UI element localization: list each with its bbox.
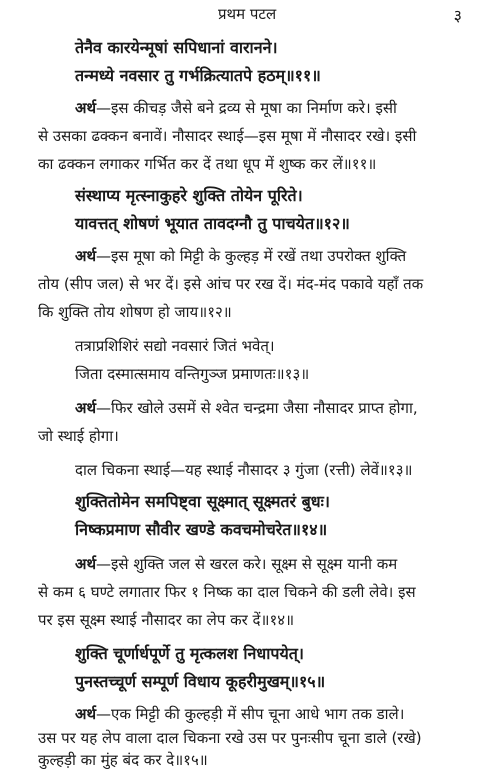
page-header [0,4,500,28]
running-title: प्रथम पटल [218,5,277,23]
verse-line: संस्थाप्य मृत्स्नाकुहरे शुक्ति तोयेन पूरिते। [75,186,303,205]
meaning-label: अर्थ [75,247,97,265]
meaning-line: अर्थ—इस कीचड़ जैसे बने द्रव्य से मूषा का निर्माण करे। इसी [75,99,397,117]
prose-line: कि शुक्ति तोय शोषण हो जाय॥१२॥ [38,303,232,321]
prose-line: उस पर यह लेप वाला दाल चिकना रखे उस पर पुनःसीप चूना डाले (रखे) [38,729,422,747]
prose-line: जो स्थाई होगा। [38,427,119,445]
verse-line: शुक्ति चूर्णार्धपूर्णे तु मृत्कलश निधापयेत्। [75,644,304,663]
prose-line: से कम ६ घण्टे लगातार फिर १ निष्क का दाल चिकने की डली लेवे। इस [38,583,416,601]
meaning-line: अर्थ—एक मिट्टी की कुल्हड़ी में सीप चूना आधे भाग तक डाले। [75,705,405,723]
prose-line: पर इस सूक्ष्म स्थाई नौसादर का लेप कर दें॥१४॥ [38,611,295,629]
meaning-label: अर्थ [75,555,97,573]
verse-line: पुनस्तच्चूर्ण सम्पूर्ण विधाय कूहरीमुखम्॥१५॥ [75,672,326,691]
verse-line: निष्कप्रमाण सौवीर खण्डे कवचमोचरेत॥१४॥ [75,520,328,539]
verse-line: तत्राप्रशिशिरं सद्यो नवसारं जितं भवेत्। [75,337,275,355]
meaning-line: अर्थ—इसे शुक्ति जल से खरल करे। सूक्ष्म से सूक्ष्म यानी कम [75,555,398,573]
page-number: ३ [453,6,462,25]
verse-line: तेनैव कारयेन्मूषां सपिधानां वारानने। [75,38,278,57]
meaning-line: अर्थ—इस मूषा को मिट्टी के कुल्हड़ में रखें तथा उपरोक्त शुक्ति [75,247,407,265]
verse-line: यावत्तत् शोषणं भूयात तावदग्नौ तु पाचयेत॥१२॥ [75,214,350,233]
verse-line: तन्मध्ये नवसार तु गर्भक्रित्यातपे हठम्॥११॥ [75,66,321,85]
verse-line: जिता दस्मात्समाय वन्तिगुञ्ज प्रमाणतः॥१३॥ [75,365,310,383]
prose-line: का ढक्कन लगाकर गर्भित कर दें तथा धूप में शुष्क कर लें॥११॥ [38,155,377,173]
prose-line: कुल्हड़ी का मुंह बंद कर दे॥१५॥ [38,751,208,769]
meaning-label: अर्थ [75,705,97,723]
meaning-label: अर्थ [75,99,97,117]
prose-line: दाल चिकना स्थाई—यह स्थाई नौसादर ३ गुंजा (रत्ती) लेवें॥१३॥ [75,461,413,479]
verse-line: शुक्तितोमेन समपिष्ट्वा सूक्ष्मात् सूक्ष्मतरं बुधः। [75,492,330,511]
meaning-label: अर्थ [75,399,97,417]
prose-line: तोय (सीप जल) से भर दें। इसे आंच पर रख दें। मंद-मंद पकावे यहाँ तक [38,275,424,293]
prose-line: से उसका ढक्कन बनावें। नौसादर स्थाई—इस मूषा में नौसादर रखे। इसी [38,127,417,145]
meaning-line: अर्थ—फिर खोले उसमें से श्वेत चन्द्रमा जैसा नौसादर प्राप्त होगा, [75,399,418,417]
